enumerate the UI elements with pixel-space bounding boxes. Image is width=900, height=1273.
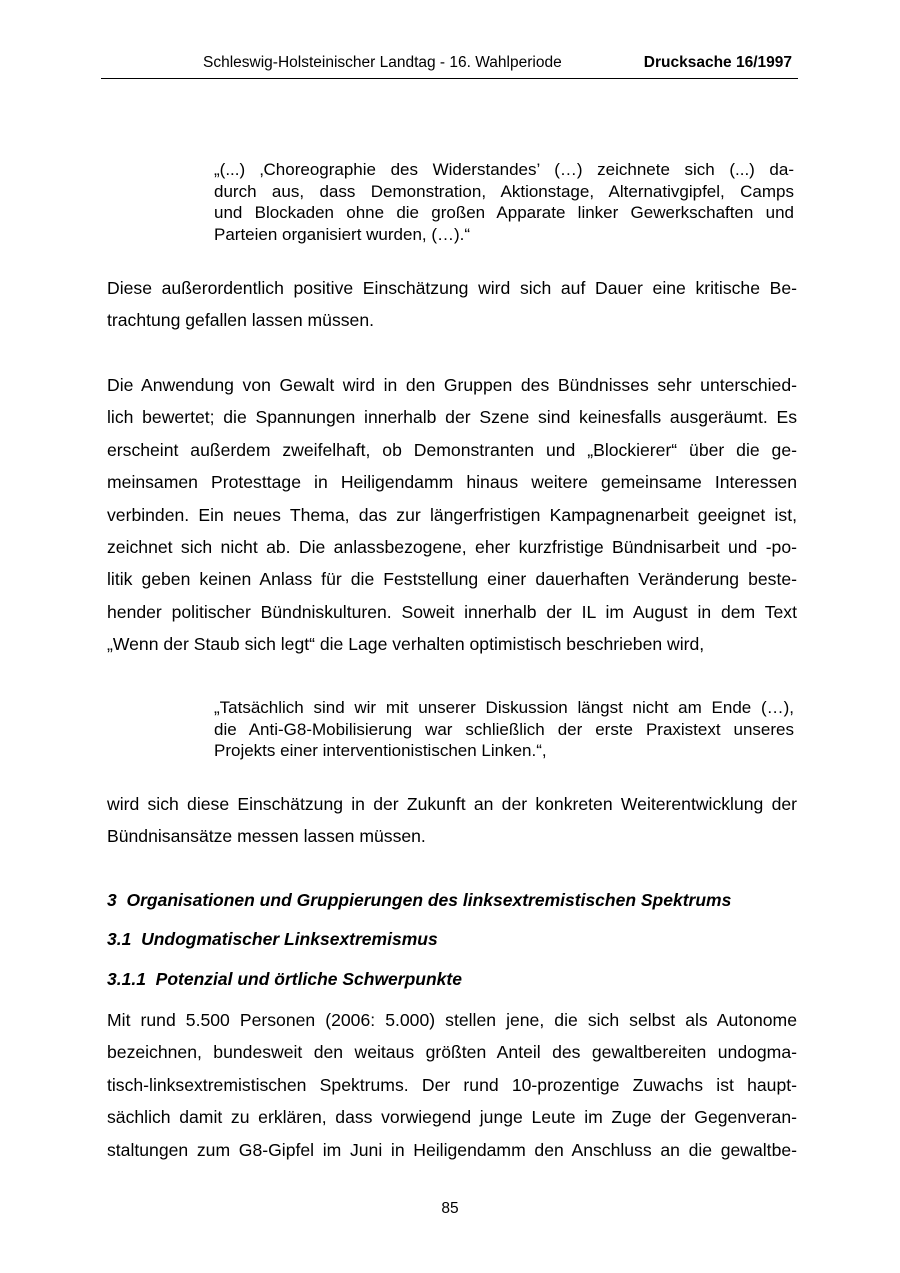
text-line: verbinden. Ein neues Thema, das zur längerfristigen Kampagnenarbeit geeignet ist, bbox=[107, 504, 797, 525]
text-line: tisch-linksextremistischen Spektrums. Der rund 10-prozentige Zuwachs ist haupt- bbox=[107, 1074, 797, 1095]
text-line: Mit rund 5.500 Personen (2006: 5.000) stellen jene, die sich selbst als Autonome bbox=[107, 1010, 797, 1030]
text-line: trachtung gefallen lassen müssen. bbox=[107, 310, 374, 331]
paragraph-4 bbox=[107, 1004, 797, 1166]
quote-line: „(...) ‚Choreographie des Widerstandes’ (…) zeichnete sich (...) da- bbox=[214, 160, 794, 179]
text-line: Die Anwendung von Gewalt wird in den Gruppen des Bündnisses sehr unterschied- bbox=[107, 375, 797, 395]
quote-line: Projekts einer interventionistischen Linken.“, bbox=[214, 741, 547, 760]
page-number: 85 bbox=[441, 1200, 459, 1217]
text-line: erscheint außerdem zweifelhaft, ob Demonstranten und „Blockierer“ über die ge- bbox=[107, 439, 797, 460]
text-line: hender politischer Bündniskulturen. Soweit innerhalb der IL im August in dem Text bbox=[107, 601, 797, 622]
paragraph-1 bbox=[107, 272, 797, 337]
text-line: sächlich damit zu erklären, dass vorwiegend junge Leute im Zuge der Gegenveran- bbox=[107, 1107, 797, 1128]
section-heading-3-1 bbox=[107, 929, 438, 950]
page-header bbox=[101, 52, 798, 79]
heading-text: Undogmatischer Linksextremismus bbox=[141, 929, 438, 949]
quote-line: durch aus, dass Demonstration, Aktionstage, Alternativgipfel, Camps bbox=[214, 181, 794, 201]
quote-line: und Blockaden ohne die großen Apparate linker Gewerkschaften und bbox=[214, 203, 794, 222]
paragraph-3 bbox=[107, 788, 797, 853]
text-line: staltungen zum G8-Gipfel im Juni in Heiligendamm den Anschluss an die gewaltbe- bbox=[107, 1139, 797, 1160]
quote-line: „Tatsächlich sind wir mit unserer Diskussion längst nicht am Ende (…), bbox=[214, 698, 794, 717]
heading-text: Potenzial und örtliche Schwerpunkte bbox=[155, 969, 462, 989]
quote-line: die Anti-G8-Mobilisierung war schließlich der erste Praxistext unseres bbox=[214, 719, 794, 739]
text-line: Bündnisansätze messen lassen müssen. bbox=[107, 826, 426, 847]
block-quote-1 bbox=[214, 159, 794, 245]
text-line: zeichnet sich nicht ab. Die anlassbezogene, eher kurzfristige Bündnisarbeit und -po- bbox=[107, 537, 797, 558]
text-line: litik geben keinen Anlass für die Feststellung einer dauerhaften Veränderung beste- bbox=[107, 569, 797, 590]
section-heading-3 bbox=[107, 890, 731, 911]
header-title: Schleswig-Holsteinischer Landtag - 16. Wahlperiode bbox=[203, 54, 562, 71]
section-heading-3-1-1 bbox=[107, 969, 462, 990]
heading-number: 3.1 bbox=[107, 929, 132, 949]
text-line: meinsamen Protesttage in Heiligendamm hinaus weitere gemeinsame Interessen bbox=[107, 472, 797, 493]
block-quote-2 bbox=[214, 697, 794, 762]
text-line: lich bewertet; die Spannungen innerhalb der Szene sind keinesfalls ausgeräumt. Es bbox=[107, 407, 797, 428]
text-line: Diese außerordentlich positive Einschätzung wird sich auf Dauer eine kritische Be- bbox=[107, 278, 797, 298]
paragraph-2 bbox=[107, 369, 797, 661]
text-line: bezeichnen, bundesweit den weitaus größten Anteil des gewaltbereiten undogma- bbox=[107, 1042, 797, 1063]
quote-line: Parteien organisiert wurden, (…).“ bbox=[214, 224, 471, 244]
heading-number: 3.1.1 bbox=[107, 969, 146, 989]
heading-number: 3 bbox=[107, 890, 117, 910]
text-line: „Wenn der Staub sich legt“ die Lage verhalten optimistisch beschrieben wird, bbox=[107, 634, 705, 655]
document-number: Drucksache 16/1997 bbox=[643, 54, 792, 71]
heading-text: Organisationen und Gruppierungen des linksextremistischen Spektrums bbox=[126, 890, 732, 910]
text-line: wird sich diese Einschätzung in der Zukunft an der konkreten Weiterentwicklung der bbox=[107, 794, 797, 814]
